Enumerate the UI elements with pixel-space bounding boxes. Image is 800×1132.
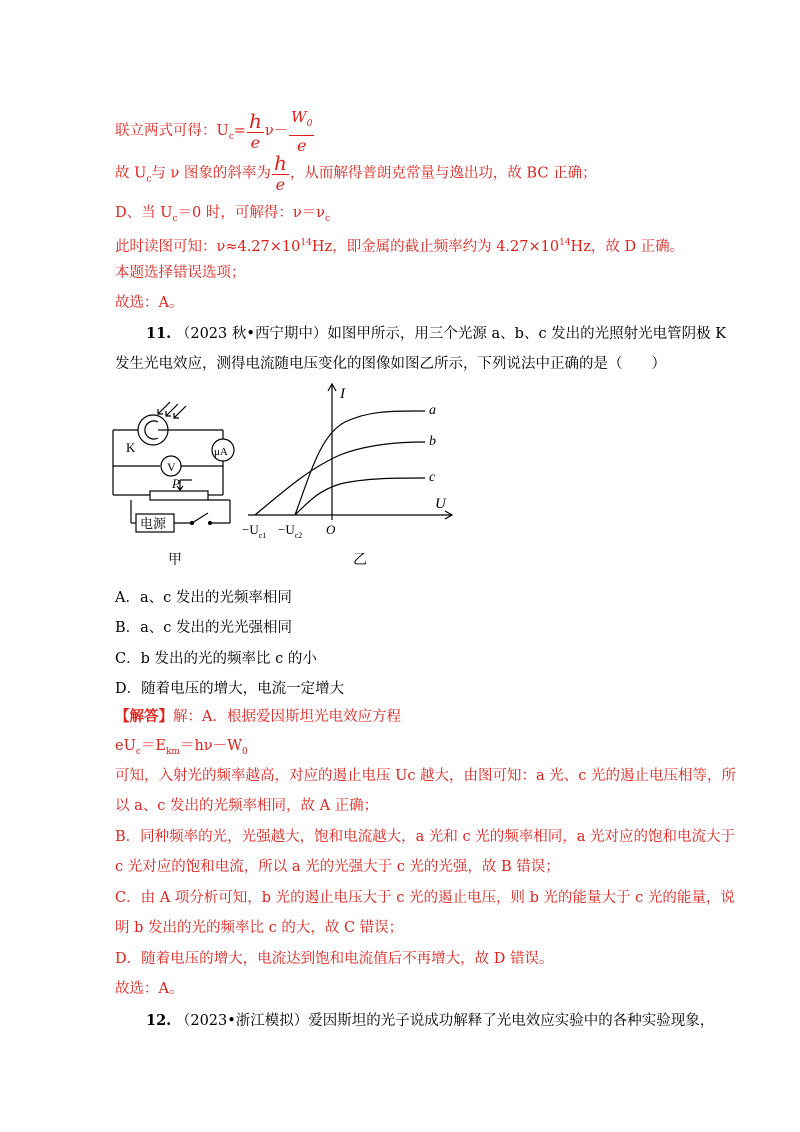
q12-stem-1: 12. （2023•浙江模拟）爱因斯坦的光子说成功解释了光电效应实验中的各种实验现象， — [146, 1012, 715, 1029]
uc2-label: $-U_{c2}$ — [278, 522, 303, 540]
curve-a-line — [295, 411, 425, 515]
option-d: D．随着电压的增大，电流一定增大 — [115, 681, 345, 697]
curve-a-label: a — [429, 403, 436, 418]
light-ray-3 — [174, 406, 186, 418]
uc1-label: $-U_{c1}$ — [242, 522, 267, 540]
prev-eq-line: 联立两式可得：$U_c=$ $\frac{h}{e}$ ν－ $\frac{W_0}{e}$ — [115, 108, 313, 155]
prev-answer: 故选：A。 — [115, 295, 184, 311]
origin-label: O — [326, 522, 336, 537]
answer-line-7: C．由 A 项分析可知，b 光的遏止电压大于 c 光的遏止电压，则 b 光的能量大于 c 光的能量，说 — [115, 890, 735, 906]
answer-line-4: 以 a、c 发出的光频率相同，故 A 正确； — [115, 798, 379, 814]
curve-b-label: b — [429, 434, 436, 449]
label-ua: μA — [214, 446, 228, 458]
q12-number: 12. — [146, 1012, 172, 1029]
answer-line-10: 故选：A。 — [115, 981, 184, 997]
caption-jia: 甲 — [168, 553, 182, 568]
option-c: C．b 发出的光的频率比 c 的小 — [115, 651, 317, 667]
answer-line-9: D．随着电压的增大，电流达到饱和电流值后不再增大，故 D 错误。 — [115, 951, 554, 967]
light-ray-1 — [158, 402, 170, 414]
rheostat — [150, 491, 208, 500]
option-a: A．a、c 发出的光频率相同 — [115, 590, 292, 606]
slope-fraction: $\frac{h}{e}$ — [273, 151, 287, 194]
caption-yi: 乙 — [353, 553, 367, 568]
switch — [192, 513, 208, 523]
q11-stem-2: 发生光电效应，测得电流随电压变化的图像如图乙所示，下列说法中正确的是（ ） — [115, 356, 666, 372]
prev-read-line: 此时读图可知：$\nu\approx 4.27\times 10^{14}Hz$，即金属的截止频率约为 $4.27\times 10^{14}Hz$，故 D 正确。 — [115, 238, 685, 255]
prev-select-wrong: 本题选择错误选项； — [115, 265, 246, 281]
answer-line-8: 明 b 发出的光的频率比 c 的大，故 C 错误； — [115, 920, 404, 936]
q11-stem-1: 11. （2023 秋•西宁期中）如图甲所示，用三个光源 a、b、c 发出的光照射光电管阴极 K — [146, 325, 727, 342]
label-source: 电源 — [140, 516, 167, 531]
answer-equation: $eU_c=E_{km}=h\nu-W_0$ — [115, 738, 248, 757]
curve-c-line — [295, 478, 425, 515]
w0-over-e-fraction: $\frac{W_0}{e}$ — [291, 108, 313, 155]
answer-tag: 【解答】 — [115, 708, 173, 725]
h-over-e-fraction: $\frac{h}{e}$ — [248, 108, 262, 152]
curve-c-label: c — [429, 470, 436, 485]
label-u: U — [435, 496, 446, 512]
answer-line-3: 可知，入射光的频率越高，对应的遏止电压 Uc 越大，由图可知：a 光、c 光的遏止电压相等，所 — [115, 768, 737, 784]
label-p: P — [172, 476, 180, 491]
answer-line-5: B．同种频率的光，光强越大，饱和电流越大，a 光和 c 光的频率相同，a 光对应的饱和电流大于 — [115, 829, 735, 845]
label-k: K — [126, 440, 136, 455]
option-b: B．a、c 发出的光光强相同 — [115, 620, 293, 636]
label-i: I — [340, 386, 345, 402]
prev-slope-line: 故 $U_c$与 ν 图象的斜率为 $\frac{h}{e}$ ，从而解得普朗克常量与逸出功，故 BC 正确； — [115, 151, 597, 194]
q11-number: 11. — [146, 325, 172, 342]
iu-graph — [240, 380, 460, 572]
answer-line-1: 【解答】解：A．根据爱因斯坦光电效应方程 — [115, 708, 401, 725]
light-ray-2 — [166, 404, 178, 416]
circuit-diagram — [108, 392, 248, 570]
answer-line-6: c 光对应的饱和电流，所以 a 光的光强大于 c 光的光强，故 B 错误； — [115, 859, 560, 875]
label-v: V — [167, 460, 176, 474]
prev-d-line: D、当 $U_c=0$ 时，可解得：$\nu=\nu_c$ — [115, 205, 331, 224]
